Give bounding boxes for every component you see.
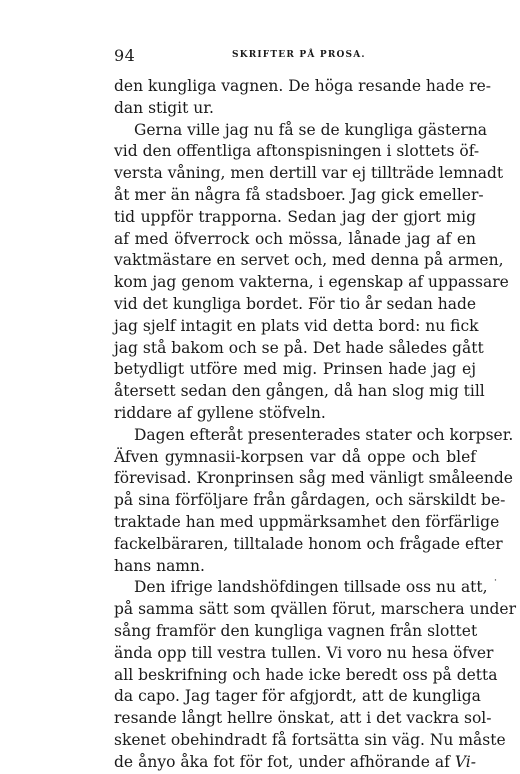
- text-line: versta våning, men dertill var ej tillträde lemnadt: [114, 164, 504, 183]
- text-line: riddare af gyllene stöfveln.: [114, 403, 326, 422]
- margin-mark: ⸱: [494, 574, 497, 587]
- text-line: da capo. Jag tager för afgjordt, att de kungliga: [114, 687, 481, 706]
- text-line: af med öfverrock och mössa, lånade jag af en: [114, 229, 476, 248]
- text-line: förevisad. Kronprinsen såg med vänligt småleende: [114, 469, 513, 488]
- text-line: jag stå bakom och se på. Det hade således gått: [114, 338, 484, 357]
- text-line: traktade han med uppmärksamhet den förfärlige: [114, 512, 500, 531]
- text-line: tid uppför trapporna. Sedan jag der gjort mig: [114, 207, 476, 226]
- page-header: [114, 46, 474, 66]
- text-line: den kungliga vagnen. De höga resande hade re-: [114, 77, 491, 95]
- text-line: ända opp till vestra tullen. Vi voro nu hesa öfver: [114, 643, 494, 662]
- text-line: på samma sätt som qvällen förut, marschera under: [114, 600, 516, 619]
- running-head: SKRIFTER PÅ PROSA.: [232, 50, 366, 60]
- text-line: skenet obehindradt få fortsätta sin väg. Nu måste: [114, 730, 506, 749]
- text-line: på sina förföljare från gårdagen, och särskildt be-: [114, 491, 506, 510]
- text-line: Äfven gymnasii-korpsen var då oppe och blef: [114, 447, 476, 466]
- page-number: 94: [114, 46, 136, 65]
- text-line: vaktmästare en servet och, med denna på armen,: [114, 251, 504, 270]
- text-line: resande långt hellre önskat, att i det vackra sol-: [114, 709, 492, 728]
- text-line: dan stigit ur.: [114, 98, 214, 117]
- text-line: betydligt utföre med mig. Prinsen hade jag ej: [114, 360, 476, 379]
- text-line: hans namn.: [114, 556, 205, 575]
- text-line: vid det kungliga bordet. För tio år sedan hade: [114, 294, 477, 313]
- text-line: Den ifrige landshöfdingen tillsade oss nu att,: [134, 578, 488, 597]
- text-line: vid den offentliga aftonspisningen i slottets öf-: [114, 142, 480, 161]
- text-line: jag sjelf intagit en plats vid detta bord: nu fick: [114, 316, 479, 335]
- text-line: de ånyo åka fot för fot, under afhörande af Vi-: [114, 752, 476, 771]
- text-line: all beskrifning och hade icke beredt oss på detta: [114, 665, 498, 684]
- text-line: kom jag genom vakterna, i egenskap af uppassare: [114, 273, 509, 292]
- text-line: Dagen efteråt presenterades stater och korpser.: [134, 425, 514, 444]
- text-line: fackelbäraren, tilltalade honom och frågade efter: [114, 534, 503, 553]
- text-line: åt mer än några få stadsboer. Jag gick emeller-: [114, 185, 484, 204]
- text-line: återsett sedan den gången, då han slog mig till: [114, 382, 485, 401]
- text-line: sång framför den kungliga vagnen från slottet: [114, 621, 478, 640]
- body-text: [114, 76, 516, 774]
- text-line: Gerna ville jag nu få se de kungliga gästerna: [134, 120, 488, 139]
